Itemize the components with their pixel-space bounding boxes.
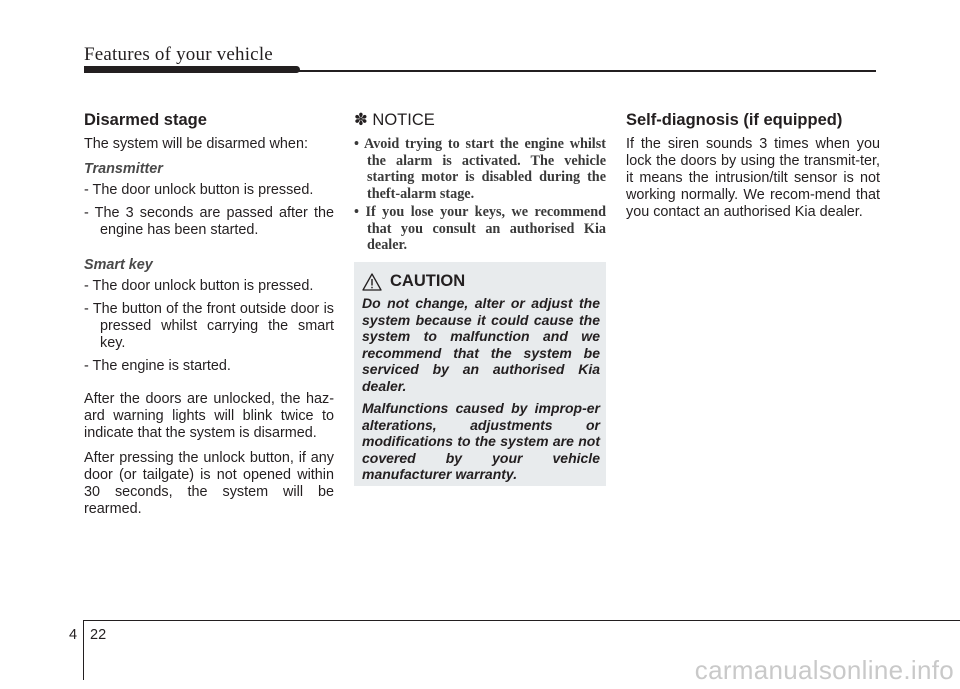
notice-item: • Avoid trying to start the engine whilst the alarm is activated. The vehicle starting motor is disabled during the theft-alarm stage. (354, 136, 606, 202)
right-column (626, 110, 880, 229)
transmitter-label: Transmitter (84, 161, 163, 177)
disarmed-paragraph-2: After pressing the unlock button, if any door (or tailgate) is not opened within 30 seconds, the system will be rearmed. (84, 450, 334, 517)
warning-triangle-icon (362, 273, 382, 291)
smartkey-label: Smart key (84, 257, 153, 273)
caution-paragraph-1: Do not change, alter or adjust the system because it could cause the system to malfunction and we recommend that the system be serviced by an authorised Kia dealer. (362, 295, 600, 394)
page-number: 22 (90, 627, 107, 643)
notice-heading (354, 110, 606, 130)
caution-box (354, 262, 606, 486)
caution-label: CAUTION (390, 272, 466, 290)
self-diagnosis-heading: Self-diagnosis (if equipped) (626, 111, 843, 129)
disarmed-intro: The system will be disarmed when: (84, 136, 308, 152)
smartkey-item: - The button of the front outside door is pressed whilst carrying the smart key. (84, 301, 334, 351)
page-header-title: Features of your vehicle (84, 44, 273, 65)
caution-heading (362, 272, 600, 291)
smartkey-item: - The engine is started. (84, 358, 231, 374)
disarmed-stage-heading: Disarmed stage (84, 111, 207, 129)
notice-star-icon: ✽ (354, 111, 368, 129)
transmitter-item: - The 3 seconds are passed after the engine has been started. (84, 205, 334, 238)
smartkey-item: - The door unlock button is pressed. (84, 278, 314, 294)
footer-rule (83, 620, 960, 621)
notice-item: • If you lose your keys, we recommend that you consult an authorised Kia dealer. (354, 204, 606, 253)
transmitter-item: - The door unlock button is pressed. (84, 182, 314, 198)
notice-section (354, 110, 606, 256)
disarmed-paragraph-1: After the doors are unlocked, the haz-ard warning lights will blink twice to indicate that the system is disarmed. (84, 391, 334, 441)
header-rule-thin (296, 70, 876, 72)
watermark: carmanualsonline.info (694, 655, 954, 685)
notice-heading-label: NOTICE (372, 111, 435, 129)
footer-divider (83, 620, 84, 680)
self-diagnosis-paragraph: If the siren sounds 3 times when you lock the doors by using the transmit-ter, it means the intrusion/tilt sensor is not working normally. We recom-mend that you contact an authorised Kia dealer. (626, 136, 880, 220)
left-column (84, 110, 334, 526)
caution-paragraph-2: Malfunctions caused by improp-er alterations, adjustments or modifications to the system are not covered by your vehicle manufacturer warranty. (362, 400, 600, 482)
chapter-number: 4 (69, 627, 78, 643)
header-rule-thick (84, 66, 300, 73)
